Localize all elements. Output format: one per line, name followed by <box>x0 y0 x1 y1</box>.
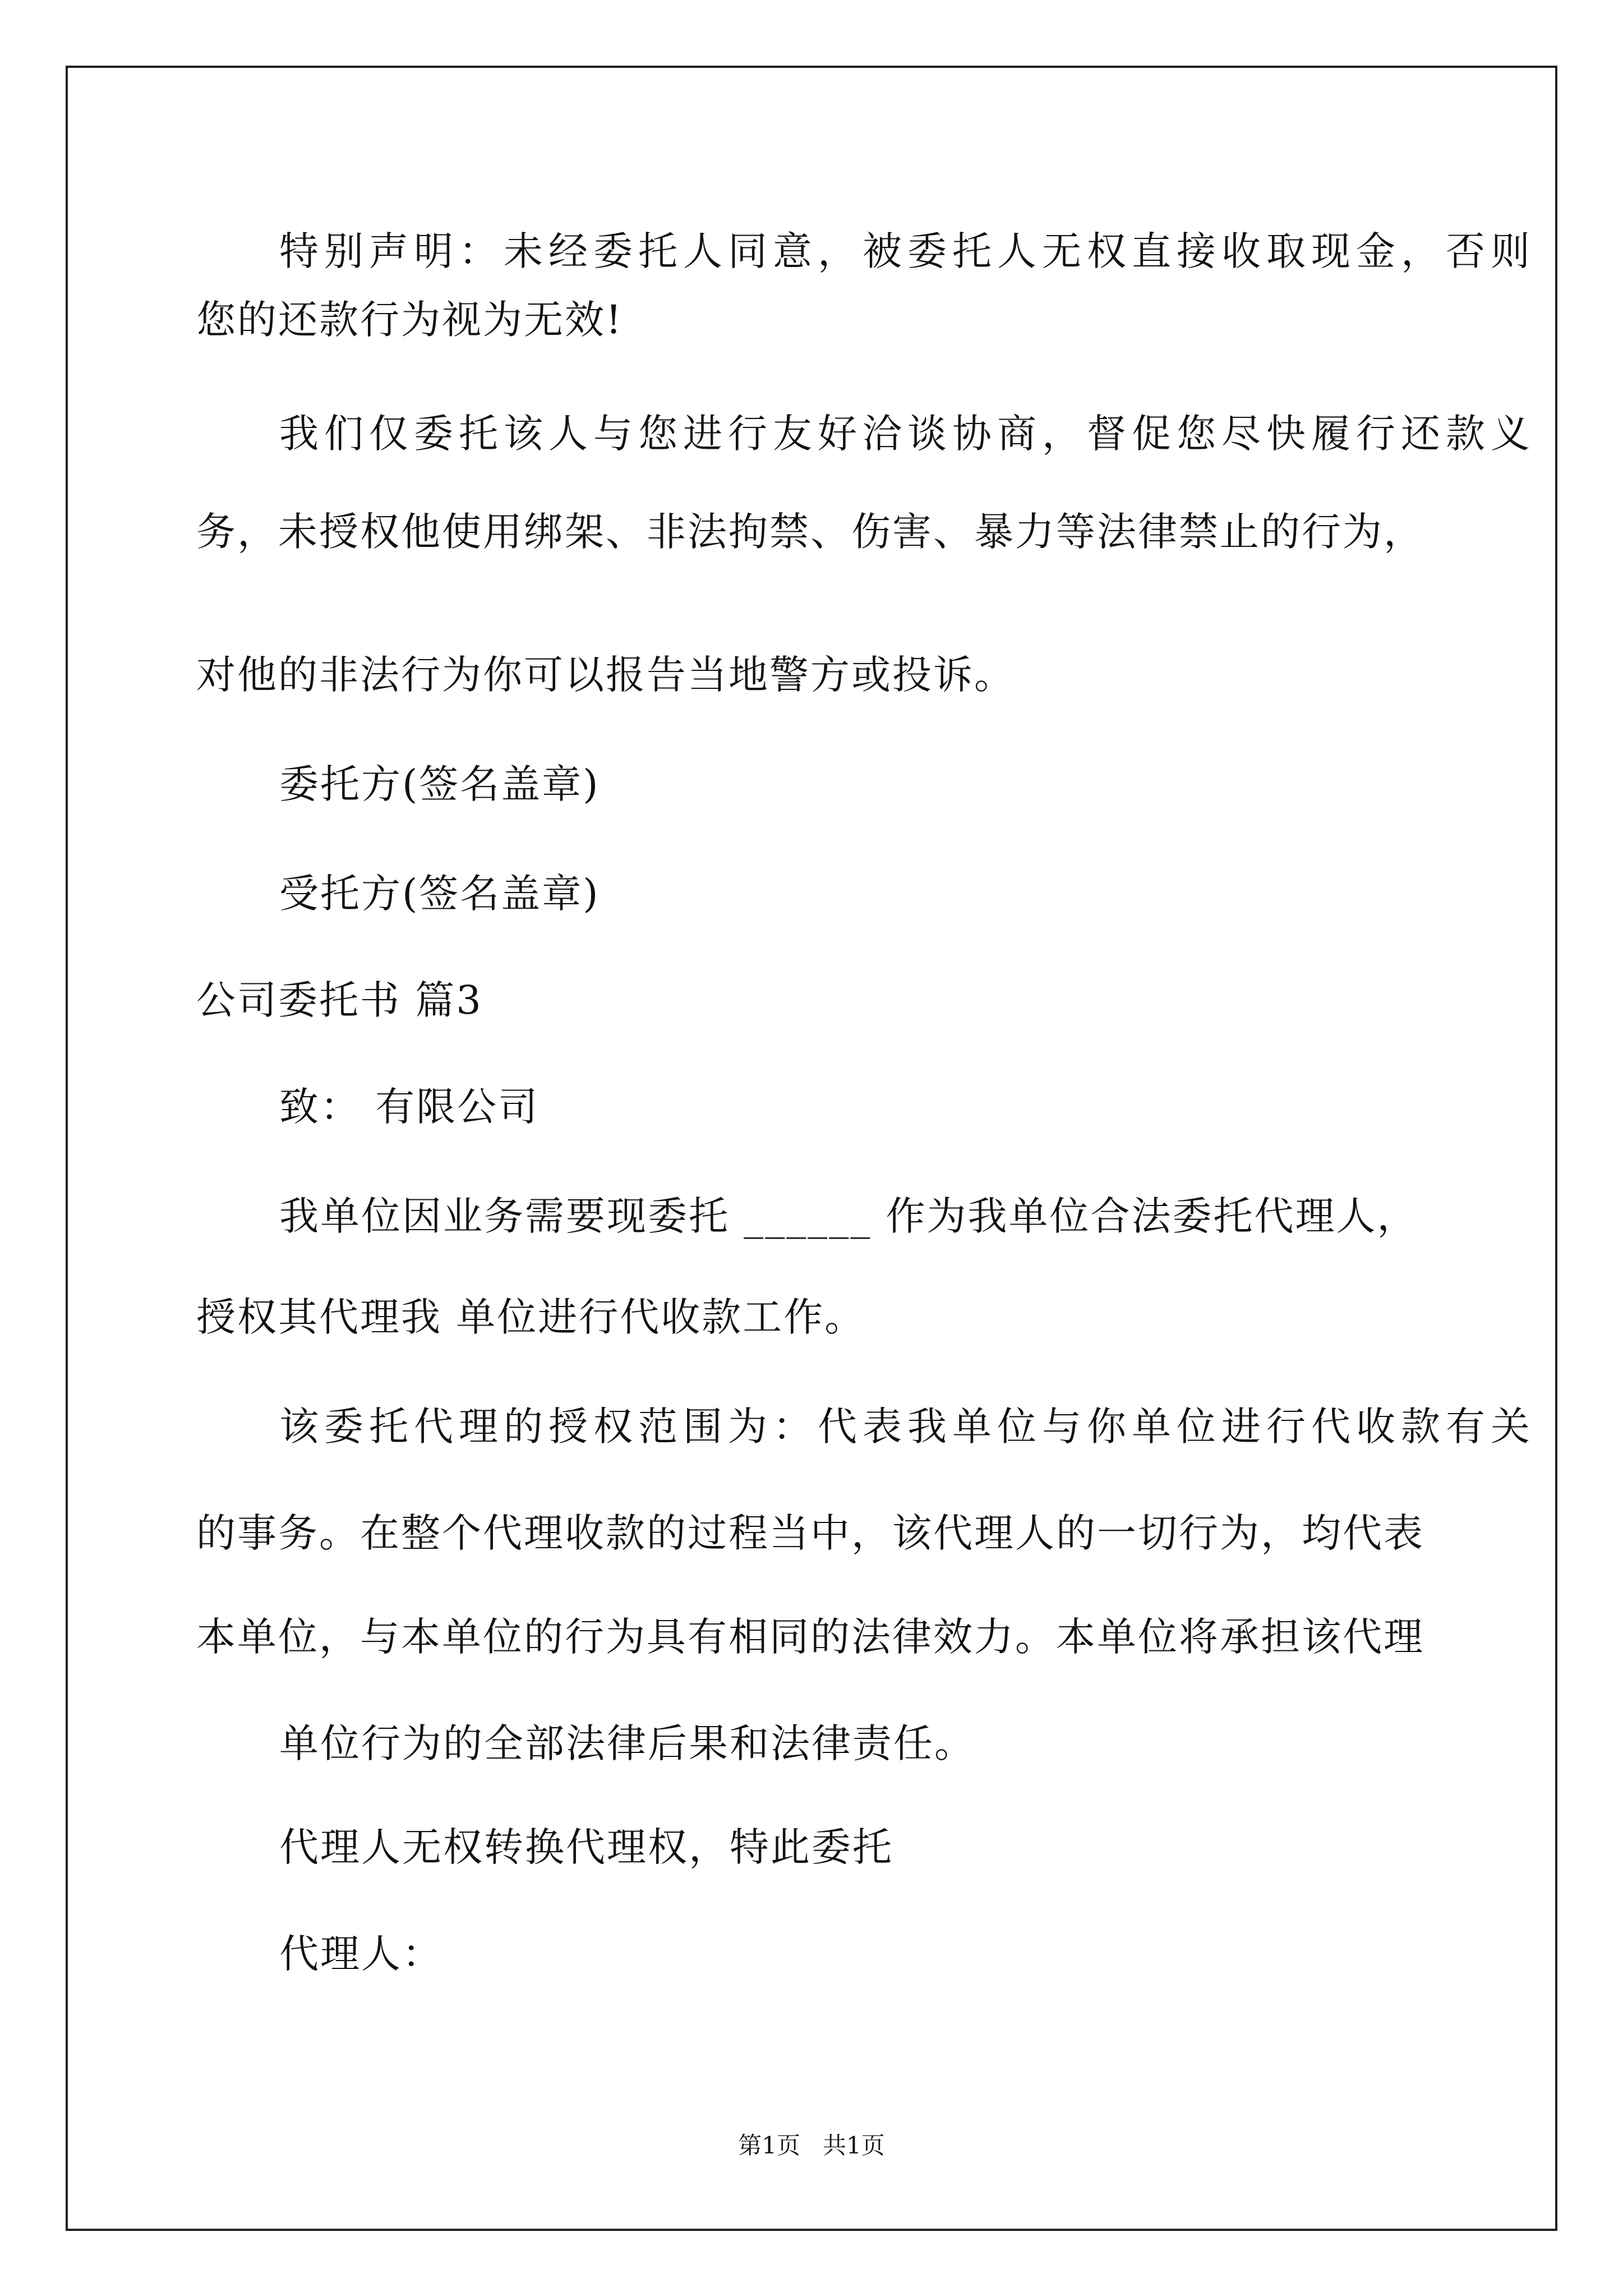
paragraph-line: 授权其代理我 单位进行代收款工作。 <box>196 1294 866 1340</box>
addressee-line: 致： 有限公司 <box>279 1084 540 1130</box>
paragraph-line: 务，未授权他使用绑架、非法拘禁、伤害、暴力等法律禁止的行为， <box>196 509 1424 555</box>
paragraph-line: 我们仅委托该人与您进行友好洽谈协商，督促您尽快履行还款义 <box>279 411 1536 457</box>
signature-line-client: 委托方(签名盖章) <box>279 761 600 807</box>
paragraph-line: 对他的非法行为你可以报告当地警方或投诉。 <box>196 652 1015 698</box>
page-border <box>66 66 1557 2231</box>
paragraph-line: 我单位因业务需要现委托 ______ 作为我单位合法委托代理人， <box>279 1193 1418 1239</box>
paragraph-line: 单位行为的全部法律后果和法律责任。 <box>279 1720 975 1766</box>
page-indicator: 第1页 共1页 <box>738 2132 885 2159</box>
paragraph-line: 该委托代理的授权范围为：代表我单位与你单位进行代收款有关 <box>279 1404 1536 1450</box>
paragraph-line: 的事务。在整个代理收款的过程当中，该代理人的一切行为，均代表 <box>196 1510 1424 1556</box>
paragraph-line: 您的还款行为视为无效! <box>196 297 624 343</box>
section-heading: 公司委托书 篇3 <box>196 977 483 1023</box>
agent-label: 代理人： <box>279 1931 443 1977</box>
signature-line-agent: 受托方(签名盖章) <box>279 871 600 917</box>
paragraph-line: 本单位，与本单位的行为具有相同的法律效力。本单位将承担该代理 <box>196 1614 1424 1660</box>
paragraph-line: 特别声明：未经委托人同意，被委托人无权直接收取现金，否则 <box>279 228 1536 274</box>
paragraph-line: 代理人无权转换代理权，特此委托 <box>279 1824 893 1870</box>
